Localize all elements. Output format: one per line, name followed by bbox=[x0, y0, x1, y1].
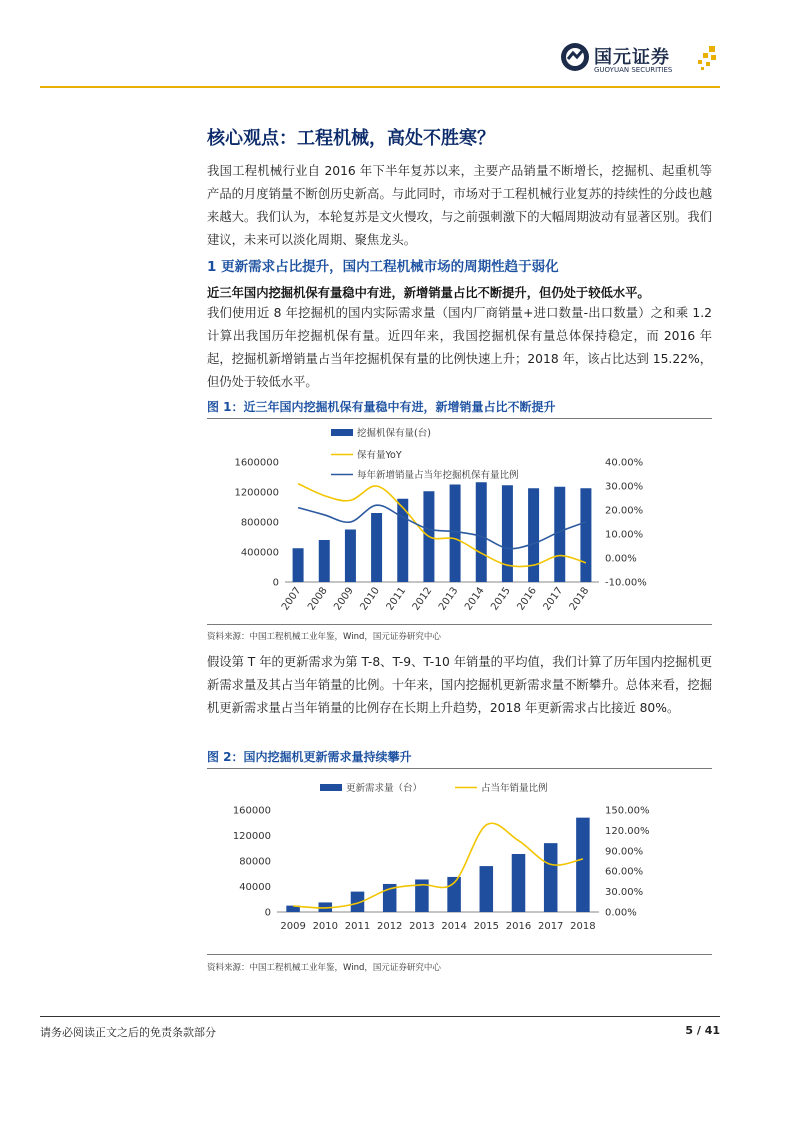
fig1-x-tick-label: 2016 bbox=[515, 585, 540, 613]
fig2-left-tick-label: 160000 bbox=[232, 805, 271, 817]
fig2-right-tick-label: 150.00% bbox=[605, 805, 650, 817]
fig2-x-tick-label: 2015 bbox=[473, 921, 500, 932]
fig1-legend-swatch bbox=[331, 429, 353, 436]
fig1-x-tick-label: 2011 bbox=[384, 585, 409, 613]
fig2-x-tick-label: 2016 bbox=[505, 921, 532, 932]
fig1-bar bbox=[554, 487, 565, 582]
figure-1-svg bbox=[207, 420, 712, 624]
fig2-right-tick-label: 120.00% bbox=[605, 825, 650, 837]
figure-1-caption: 图 1：近三年国内挖掘机保有量稳中有进，新增销量占比不断提升 bbox=[207, 400, 556, 414]
figure-2-top-rule bbox=[207, 768, 712, 769]
fig1-bar bbox=[371, 513, 382, 582]
fig1-x-tick-label: 2018 bbox=[567, 585, 592, 613]
page-title: 核心观点：工程机械，高处不胜寒？ bbox=[207, 128, 495, 149]
fig1-legend-label: 每年新增销量占当年挖掘机保有量比例 bbox=[357, 470, 519, 481]
fig2-left-tick-label: 40000 bbox=[239, 882, 271, 893]
fig2-x-tick-label: 2017 bbox=[537, 921, 564, 932]
fig2-left-tick-label: 80000 bbox=[239, 856, 271, 868]
logo-text-cn: 国元证券 bbox=[594, 47, 670, 68]
figure-2-svg bbox=[207, 772, 712, 952]
fig2-right-tick-label: 90.00% bbox=[605, 846, 644, 858]
paragraph-2: 我们使用近 8 年挖掘机的国内实际需求量（国内厂商销量+进口数量-出口数量）之和乘 1.2 计算出我国历年挖掘机保有量。近四年来，我国挖掘机保有量总体保持稳定，而 2016 年起，挖掘机新增销量占当年挖掘机保有量的比例快速上升；2018 年，该占比达到 15.22%，但仍处于较低水平。 bbox=[207, 306, 712, 389]
fig1-bar bbox=[345, 530, 356, 583]
figure-1-chart bbox=[207, 420, 712, 624]
fig1-left-tick-label: 800000 bbox=[240, 517, 279, 529]
logo-text-en: GUOYUAN SECURITIES bbox=[594, 66, 673, 74]
intro-paragraph: 我国工程机械行业自 2016 年下半年复苏以来，主要产品销量不断增长，挖掘机、起重机等产品的月度销量不断创历史新高。与此同时，市场对于工程机械行业复苏的持续性的分歧也越来越大。我们认为，本轮复苏是文火慢攻，与之前强刺激下的大幅周期波动有显著区别。我们建议，未来可以淡化周期、聚焦龙头。 bbox=[207, 164, 712, 247]
header-divider bbox=[40, 86, 720, 88]
fig2-bar bbox=[544, 843, 558, 912]
bold-lead-sentence: 近三年国内挖掘机保有量稳中有进，新增销量占比不断提升，但仍处于较低水平。 bbox=[207, 286, 650, 300]
fig1-x-tick-label: 2009 bbox=[332, 585, 356, 613]
fig1-x-tick-label: 2015 bbox=[489, 585, 513, 613]
figure-2-bottom-rule bbox=[207, 954, 712, 955]
fig1-right-tick-label: 0.00% bbox=[605, 553, 637, 565]
fig1-bar bbox=[319, 540, 330, 582]
fig2-right-tick-label: 60.00% bbox=[605, 866, 644, 878]
logo-mark-icon bbox=[560, 42, 590, 72]
footer-disclaimer: 请务必阅读正文之后的免责条款部分 bbox=[40, 1026, 216, 1039]
fig1-x-tick-label: 2017 bbox=[541, 585, 566, 613]
fig1-right-tick-label: 20.00% bbox=[605, 505, 644, 517]
fig2-x-tick-label: 2009 bbox=[280, 921, 306, 932]
figure-2-chart bbox=[207, 772, 712, 952]
fig1-bar bbox=[450, 485, 461, 583]
fig2-left-tick-label: 120000 bbox=[232, 831, 271, 842]
paragraph-3: 假设第 T 年的更新需求为第 T-8、T-9、T-10 年销量的平均值，我们计算了历年国内挖掘机更新需求量及其占当年销量的比例。十年来，国内挖掘机更新需求量不断攀升。总体来看，挖掘机更新需求量占当年销量的比例存在长期上升趋势，2018 年更新需求占比接近 80%。 bbox=[207, 655, 712, 715]
fig1-right-tick-label: -10.00% bbox=[605, 577, 647, 589]
fig1-legend-label: 挖掘机保有量(台) bbox=[357, 428, 431, 439]
fig2-x-tick-label: 2018 bbox=[570, 921, 596, 932]
fig1-bar bbox=[293, 548, 304, 582]
fig2-left-tick-label: 0 bbox=[264, 907, 271, 919]
company-logo bbox=[560, 40, 720, 80]
fig1-x-tick-label: 2013 bbox=[436, 585, 461, 613]
footer-divider bbox=[40, 1016, 720, 1017]
fig1-x-tick-label: 2007 bbox=[279, 585, 304, 613]
fig1-x-tick-label: 2010 bbox=[358, 585, 383, 613]
fig2-legend-swatch bbox=[320, 784, 342, 791]
fig2-right-tick-label: 30.00% bbox=[605, 887, 644, 899]
fig2-x-tick-label: 2011 bbox=[344, 921, 371, 932]
fig1-left-tick-label: 400000 bbox=[240, 547, 279, 559]
fig2-x-tick-label: 2014 bbox=[441, 921, 467, 932]
logo-dots-icon bbox=[695, 46, 719, 72]
fig1-right-tick-label: 40.00% bbox=[605, 457, 644, 469]
fig1-line-1 bbox=[298, 484, 586, 567]
fig2-x-tick-label: 2012 bbox=[376, 921, 403, 932]
fig2-bar bbox=[512, 854, 526, 912]
fig1-left-tick-label: 1200000 bbox=[234, 487, 279, 499]
fig1-bar bbox=[476, 482, 487, 582]
figure-2-source: 资料来源：中国工程机械工业年鉴，Wind，国元证券研究中心 bbox=[207, 963, 441, 973]
figure-1-top-rule bbox=[207, 418, 712, 419]
fig1-x-tick-label: 2012 bbox=[410, 585, 435, 613]
figure-2-caption: 图 2：国内挖掘机更新需求量持续攀升 bbox=[207, 750, 412, 764]
figure-1-source: 资料来源：中国工程机械工业年鉴，Wind，国元证券研究中心 bbox=[207, 632, 441, 642]
fig2-legend-label: 占当年销量比例 bbox=[481, 783, 548, 794]
fig1-right-tick-label: 30.00% bbox=[605, 481, 644, 493]
fig1-left-tick-label: 1600000 bbox=[234, 457, 279, 469]
fig2-right-tick-label: 0.00% bbox=[605, 907, 637, 919]
fig2-line-1 bbox=[293, 823, 583, 908]
fig2-bar bbox=[480, 866, 494, 912]
fig1-bar bbox=[528, 488, 539, 582]
fig2-x-tick-label: 2010 bbox=[312, 921, 339, 932]
fig1-bar bbox=[580, 488, 591, 582]
fig2-bar bbox=[576, 818, 590, 912]
figure-1-bottom-rule bbox=[207, 624, 712, 625]
section-heading: 1 更新需求占比提升，国内工程机械市场的周期性趋于弱化 bbox=[207, 259, 559, 275]
fig1-legend-label: 保有量YoY bbox=[357, 450, 402, 461]
fig2-legend-label: 更新需求量（台） bbox=[346, 783, 423, 794]
page-number: 5 / 41 bbox=[685, 1024, 720, 1037]
fig1-line-2 bbox=[298, 505, 586, 549]
fig2-x-tick-label: 2013 bbox=[409, 921, 435, 932]
fig1-x-tick-label: 2014 bbox=[463, 585, 487, 613]
fig1-right-tick-label: 10.00% bbox=[605, 529, 644, 541]
fig1-bar bbox=[502, 485, 513, 582]
fig1-left-tick-label: 0 bbox=[272, 577, 279, 589]
fig1-x-tick-label: 2008 bbox=[306, 585, 330, 613]
